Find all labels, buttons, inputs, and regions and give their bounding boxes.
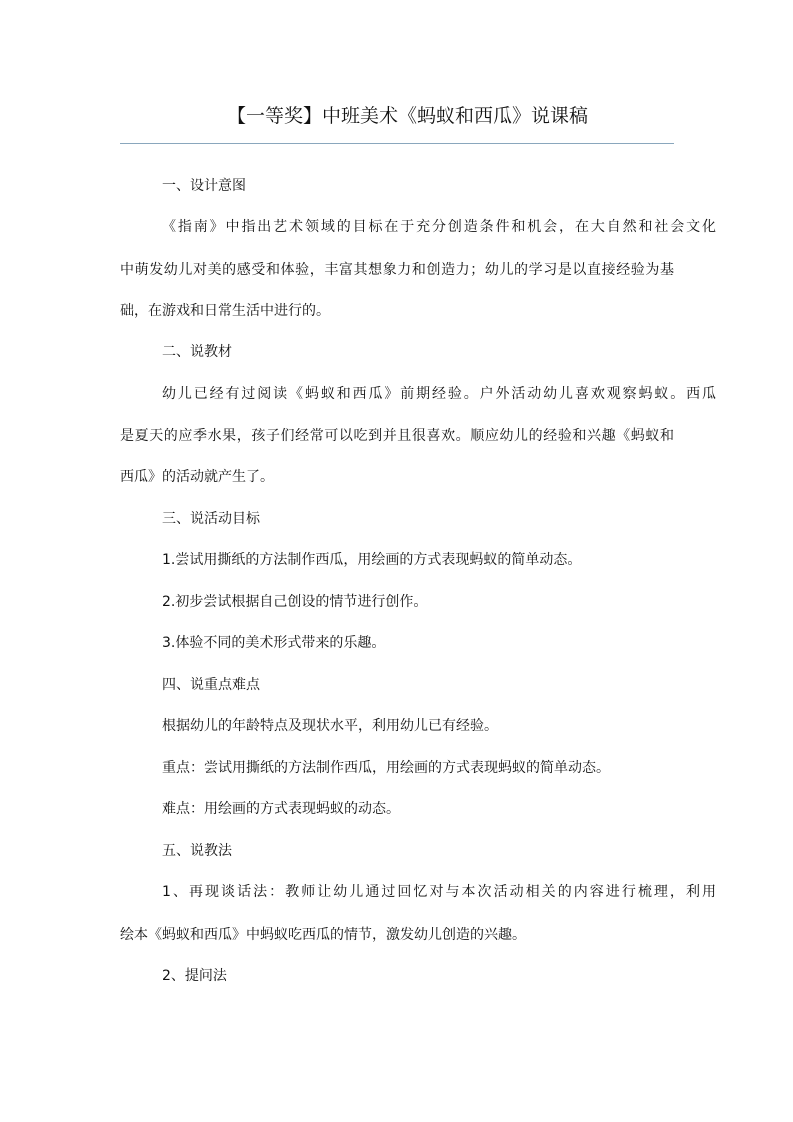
document-title: 【一等奖】中班美术《蚂蚁和西瓜》说课稿 bbox=[226, 105, 588, 127]
paragraph-line: 是夏天的应季水果，孩子们经常可以吃到并且很喜欢。顺应幼儿的经验和兴趣《蚂蚁和 bbox=[120, 428, 674, 444]
paragraph-line: 中萌发幼儿对美的感受和体验，丰富其想象力和创造力；幼儿的学习是以直接经验为基 bbox=[120, 262, 674, 278]
key-point-line: 重点：尝试用撕纸的方法制作西瓜，用绘画的方式表现蚂蚁的简单动态。 bbox=[162, 760, 610, 776]
paragraph-line: 根据幼儿的年龄特点及现状水平，利用幼儿已有经验。 bbox=[162, 718, 498, 734]
section-heading-teaching-methods: 五、说教法 bbox=[162, 843, 232, 859]
section-heading-design-intent: 一、设计意图 bbox=[162, 178, 246, 194]
paragraph-line: 《指南》中指出艺术领域的目标在于充分创造条件和机会，在大自然和社会文化 bbox=[162, 219, 716, 235]
method-item-1-line: 1、再现谈话法：教师让幼儿通过回忆对与本次活动相关的内容进行梳理，利用 bbox=[162, 884, 716, 900]
goal-item-3: 3.体验不同的美术形式带来的乐趣。 bbox=[162, 635, 386, 651]
title-divider bbox=[120, 143, 674, 144]
goal-item-2: 2.初步尝试根据自己创设的情节进行创作。 bbox=[162, 594, 428, 610]
goal-item-1: 1.尝试用撕纸的方法制作西瓜，用绘画的方式表现蚂蚁的简单动态。 bbox=[162, 552, 582, 568]
paragraph-line: 西瓜》的活动就产生了。 bbox=[120, 469, 274, 485]
difficult-point-line: 难点：用绘画的方式表现蚂蚁的动态。 bbox=[162, 801, 400, 817]
paragraph-line: 幼儿已经有过阅读《蚂蚁和西瓜》前期经验。户外活动幼儿喜欢观察蚂蚁。西瓜 bbox=[162, 386, 716, 402]
section-heading-key-points: 四、说重点难点 bbox=[162, 677, 260, 693]
section-heading-teaching-material: 二、说教材 bbox=[162, 344, 232, 360]
method-item-2: 2、提问法 bbox=[162, 968, 227, 984]
paragraph-line: 础，在游戏和日常生活中进行的。 bbox=[120, 303, 330, 319]
section-heading-activity-goals: 三、说活动目标 bbox=[162, 511, 260, 527]
method-item-1-line: 绘本《蚂蚁和西瓜》中蚂蚁吃西瓜的情节，激发幼儿创造的兴趣。 bbox=[120, 927, 526, 943]
